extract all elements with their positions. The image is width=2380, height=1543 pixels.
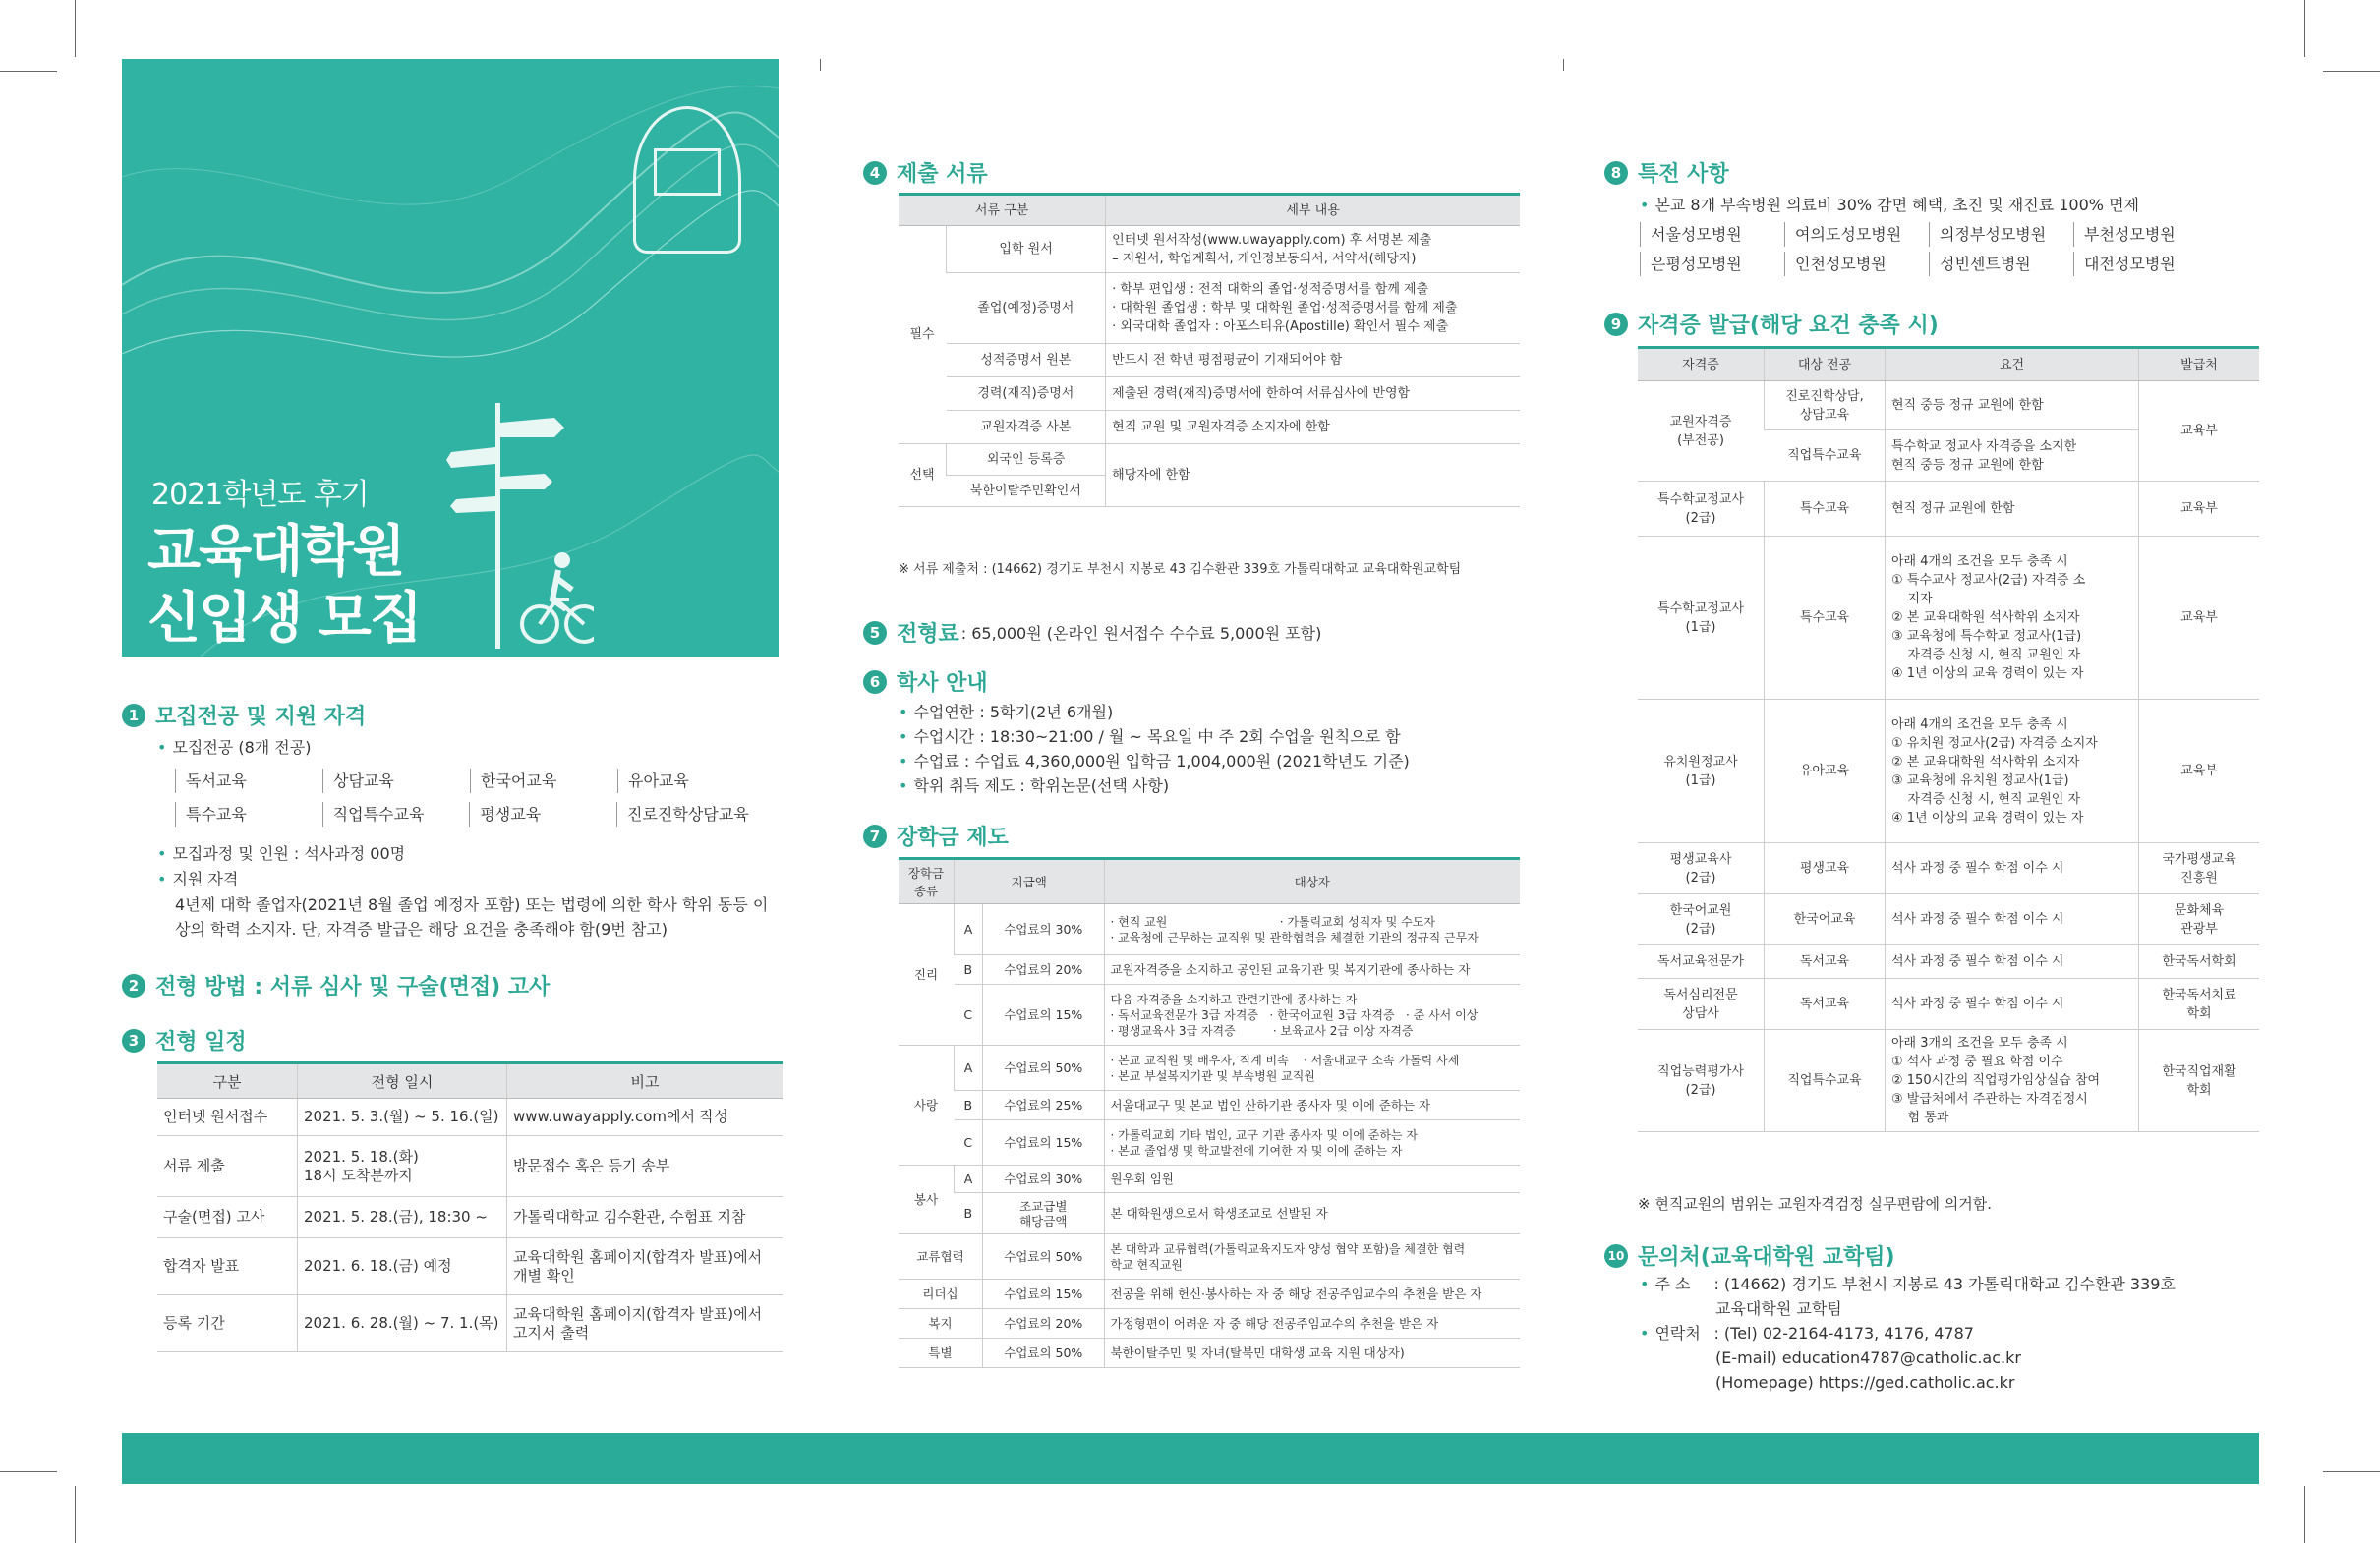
section-10-heading: 10 문의처(교육대학원 교학팀) [1604,1240,1895,1271]
documents-table [899,193,1520,507]
cell: 수업료의 50% [983,1046,1105,1091]
cell: 조교급별 해당금액 [983,1193,1105,1234]
cell: 수업료의 15% [983,985,1105,1046]
table-row [899,1280,1520,1309]
majors-grid [175,769,765,827]
crop-mark [2304,0,2305,57]
col-header: 발급처 [2139,348,2260,381]
cell: 봉사 [899,1166,955,1234]
cell: C [955,1120,983,1166]
cell: 2021. 5. 18.(화) 18시 도착분까지 [298,1136,507,1197]
col-header: 대상자 [1104,859,1520,904]
table-row [899,1193,1520,1234]
major-item: 독서교육 [175,769,303,793]
cell: 제출된 경력(재직)증명서에 한하여 서류심사에 반영함 [1106,377,1520,411]
cell: C [955,985,983,1046]
cell: 2021. 6. 28.(월) ~ 7. 1.(목) [298,1295,507,1352]
cell: 유치원정교사 (1급) [1638,700,1765,843]
cell: 반드시 전 학년 평점평균이 기재되어야 함 [1106,344,1520,377]
cell: 진리 [899,904,955,1046]
col-header: 자격증 [1638,348,1765,381]
cell: 합격자 발표 [157,1238,298,1295]
cell: 인터넷 원서작성(www.uwayapply.com) 후 서명본 제출 – 지원서, 학업계획서, 개인정보동의서, 서약서(해당자) [1106,226,1520,273]
table-row [899,226,1520,273]
col-header: 구분 [157,1063,298,1099]
cell: 교육대학원 홈페이지(합격자 발표)에서 개별 확인 [507,1238,784,1295]
major-item: 상담교육 [322,769,450,793]
cell: 외국인 등록증 [947,444,1106,476]
table-row [1638,945,2259,979]
cell: 수업료의 15% [983,1280,1105,1309]
cell: 직업능력평가사 (2급) [1638,1030,1765,1132]
seal-emblem [654,148,721,196]
crop-mark [2323,1471,2380,1472]
table-row [899,1120,1520,1166]
cover-title-line1: 교육대학원 [147,520,404,584]
cell: 석사 과정 중 필수 학점 이수 시 [1886,843,2139,894]
section-5-heading: 5 전형료 : 65,000원 (온라인 원서접수 수수료 5,000원 포함) [863,617,1321,648]
section-8-heading: 8 특전 사항 [1604,157,1729,188]
cover-title-line2: 신입생 모집 [147,587,421,651]
cell: 교류협력 [899,1234,983,1280]
cell: 한국독서치료 학회 [2139,979,2260,1030]
table-row [899,955,1520,985]
section-2-heading: 2 전형 방법 : 서류 심사 및 구술(면접) 고사 [122,970,550,1000]
cell: 진로진학상담, 상담교육 [1765,381,1886,430]
crop-mark [2304,1486,2305,1543]
cell: 원우회 임원 [1104,1166,1520,1193]
col-header: 비고 [507,1063,784,1099]
cell: 가톨릭대학교 김수환관, 수험표 지참 [507,1197,784,1238]
cell: 수업료의 20% [983,955,1105,985]
cell: 입학 원서 [947,226,1106,273]
hospital-item: 대전성모병원 [2073,252,2198,276]
table-row [899,377,1520,411]
address-line: • 주 소 : (14662) 경기도 부천시 지봉로 43 가톨릭대학교 김수환관 339호 [1640,1275,2176,1293]
majors-label: • 모집전공 (8개 전공) [157,738,312,757]
major-item: 직업특수교육 [322,802,450,827]
table-row [1638,843,2259,894]
cell: 수업료의 25% [983,1091,1105,1120]
contact-line: • 연락처 : (Tel) 02-2164-4173, 4176, 4787 [1640,1324,1974,1343]
cell: 독서교육전문가 [1638,945,1765,979]
major-item: 진로진학상담교육 [616,802,745,827]
cell: 한국직업재활 학회 [2139,1030,2260,1132]
table-row [899,444,1520,476]
table-row [899,1309,1520,1339]
cell: 석사 과정 중 필수 학점 이수 시 [1886,979,2139,1030]
col-header: 대상 전공 [1765,348,1886,381]
cell: 문화체육 관광부 [2139,894,2260,945]
table-row [157,1136,783,1197]
table-row [1638,1030,2259,1132]
cell: 수업료의 30% [983,1166,1105,1193]
signpost-cyclist-illustration [446,403,594,649]
fold-mark [1563,59,1564,71]
section-1-heading: 1 모집전공 및 지원 자격 [122,700,366,730]
cell: www.uwayapply.com에서 작성 [507,1099,784,1136]
cell: 국가평생교육 진흥원 [2139,843,2260,894]
cell: 교육부 [2139,482,2260,537]
qualification-label: • 지원 자격 [157,870,239,888]
cell: 서류 제출 [157,1136,298,1197]
cell: 다음 자격증을 소지하고 관련기관에 종사하는 자 · 독서교육전문가 3급 자격증 · 한국어교원 3급 자격증 · 준 사서 이상 · 평생교육사 3급 자격증 · 보육교사 2급 이상 자격증 [1104,985,1520,1046]
cell: 인터넷 원서접수 [157,1099,298,1136]
list-item: • 수업시간 : 18:30~21:00 / 월 ~ 목요일 中 주 2회 수업을 원칙으로 함 [899,727,1401,746]
table-row [899,1234,1520,1280]
certificate-note: ※ 현직교원의 범위는 교원자격검정 실무편람에 의거함. [1638,1195,1992,1213]
table-row [157,1197,783,1238]
hospital-grid [1640,222,2249,276]
major-item: 유아교육 [617,769,745,793]
cell: 교원자격증 (부전공) [1638,381,1765,482]
cell: 석사 과정 중 필수 학점 이수 시 [1886,894,2139,945]
qualification-text-1: 4년제 대학 졸업자(2021년 8월 졸업 예정자 포함) 또는 법령에 의한 학사 학위 동등 이 [175,895,769,914]
certificate-table [1638,346,2259,1132]
cell: 교육부 [2139,537,2260,700]
cell: 리더십 [899,1280,983,1309]
list-item: • 학위 취득 제도 : 학위논문(선택 사항) [899,776,1170,795]
section-9-heading: 9 자격증 발급(해당 요건 충족 시) [1604,309,1939,339]
cell: 교육대학원 홈페이지(합격자 발표)에서 고지서 출력 [507,1295,784,1352]
table-row [899,985,1520,1046]
cell: 해당자에 한함 [1106,444,1520,507]
section-4-heading: 4 제출 서류 [863,157,988,188]
cell: 졸업(예정)증명서 [947,273,1106,344]
table-row [899,273,1520,344]
cell: · 현직 교원 · 가톨릭교회 성직자 및 수도자 · 교육청에 근무하는 교직원 및 관학협력을 체결한 기관의 정규직 근무자 [1104,904,1520,955]
email-line: (E-mail) education4787@catholic.ac.kr [1715,1348,2021,1367]
cell: 사랑 [899,1046,955,1166]
cell: 한국어교원 (2급) [1638,894,1765,945]
section-6-heading: 6 학사 안내 [863,666,988,697]
cell: 교육부 [2139,700,2260,843]
homepage-line: (Homepage) https://ged.catholic.ac.kr [1715,1373,2015,1392]
cell: A [955,904,983,955]
table-row [899,1339,1520,1368]
fee-value: : 65,000원 (온라인 원서접수 수수료 5,000원 포함) [960,624,1322,643]
cell: 특별 [899,1339,983,1368]
major-item: 한국어교육 [470,769,598,793]
table-row [899,1166,1520,1193]
hospital-item: 의정부성모병원 [1929,222,2054,247]
submission-address-note: ※ 서류 제출처 : (14662) 경기도 부천시 지봉로 43 김수환관 339호 가톨릭대학교 교육대학원교학팀 [899,562,1462,577]
cell: 수업료의 50% [983,1234,1105,1280]
hospital-item: 서울성모병원 [1640,222,1765,247]
col-header: 요건 [1886,348,2139,381]
table-row [899,1091,1520,1120]
table-row [157,1295,783,1352]
cell: 교원자격증 사본 [947,411,1106,444]
crop-mark [0,71,57,72]
col-header: 지급액 [955,859,1105,904]
section-3-heading: 3 전형 일정 [122,1025,247,1056]
cell: 한국독서학회 [2139,945,2260,979]
hospital-item: 여의도성모병원 [1784,222,1909,247]
cell: 특수교육 [1765,537,1886,700]
cell: 독서교육 [1765,945,1886,979]
cell: 독서심리전문 상담사 [1638,979,1765,1030]
table-row [157,1099,783,1136]
table-row [1638,537,2259,700]
hospital-item: 은평성모병원 [1640,252,1765,276]
hospital-item: 인천성모병원 [1784,252,1909,276]
cell: 필수 [899,226,947,444]
crop-mark [2323,71,2380,72]
cover-panel [122,59,779,657]
hospital-item: 부천성모병원 [2073,222,2198,247]
cell: 전공을 위해 헌신·봉사하는 자 중 해당 전공주임교수의 추천을 받은 자 [1104,1280,1520,1309]
footer-band [122,1433,2259,1484]
cell: 평생교육사 (2급) [1638,843,1765,894]
hospital-item: 성빈센트병원 [1929,252,2054,276]
cell: 교육부 [2139,381,2260,482]
cell: 경력(재직)증명서 [947,377,1106,411]
table-row [899,344,1520,377]
col-header: 서류 구분 [899,195,1106,226]
cell: 2021. 5. 28.(금), 18:30 ~ [298,1197,507,1238]
cell: 특수교육 [1765,482,1886,537]
cell: 아래 3개의 조건을 모두 충족 시 ① 석사 과정 중 필요 학점 이수 ② 150시간의 직업평가임상실습 참여 ③ 발급처에서 주관하는 자격검정시 험 통과 [1886,1030,2139,1132]
qualification-text-2: 상의 학력 소지자. 단, 자격증 발급은 해당 요건을 충족해야 함(9번 참고) [175,920,668,939]
list-item: • 수업료 : 수업료 4,360,000원 입학금 1,004,000원 (2021학년도 기준) [899,752,1410,771]
cell: · 본교 교직원 및 배우자, 직계 비속 · 서울대교구 소속 가톨릭 사제 · 본교 부설복지기관 및 부속병원 교직원 [1104,1046,1520,1091]
cell: 수업료의 50% [983,1339,1105,1368]
table-row [1638,979,2259,1030]
table-row [1638,482,2259,537]
cell: 복지 [899,1309,983,1339]
cell: 등록 기간 [157,1295,298,1352]
cell: 현직 중등 정규 교원에 한함 [1886,381,2139,430]
cell: 석사 과정 중 필수 학점 이수 시 [1886,945,2139,979]
cell: 수업료의 20% [983,1309,1105,1339]
major-item: 특수교육 [175,802,303,827]
cell: 2021. 6. 18.(금) 예정 [298,1238,507,1295]
cell: 교원자격증을 소지하고 공인된 교육기관 및 복지기관에 종사하는 자 [1104,955,1520,985]
address-line-2: 교육대학원 교학팀 [1715,1299,1842,1318]
cell: 특수학교 정교사 자격증을 소지한 현직 중등 정규 교원에 한함 [1886,430,2139,482]
cell: 본 대학과 교류협력(가톨릭교육지도자 양성 협약 포함)을 체결한 협력 학교 현직교원 [1104,1234,1520,1280]
cover-title [147,519,421,653]
cell: B [955,955,983,985]
scholarship-table [899,857,1520,1368]
cell: · 학부 편입생 : 전적 대학의 졸업·성적증명서를 함께 제출 · 대학원 졸업생 : 학부 및 대학원 졸업·성적증명서를 함께 제출 · 외국대학 졸업자 : 아포스티유(Apostille) 확인서 필수 제출 [1106,273,1520,344]
cell: 구술(면접) 고사 [157,1197,298,1238]
table-row [1638,894,2259,945]
major-item: 평생교육 [469,802,597,827]
cell: 유아교육 [1765,700,1886,843]
table-row [899,904,1520,955]
cell: 가정형편이 어려운 자 중 해당 전공주임교수의 추천을 받은 자 [1104,1309,1520,1339]
table-row [899,411,1520,444]
cover-subtitle: 2021학년도 후기 [151,478,369,512]
cell: 방문접수 혹은 등기 송부 [507,1136,784,1197]
table-row [1638,700,2259,843]
cell: A [955,1166,983,1193]
cell: · 가톨릭교회 기타 법인, 교구 기관 종사자 및 이에 준하는 자 · 본교 졸업생 및 학교발전에 기여한 자 및 이에 준하는 자 [1104,1120,1520,1166]
cell: 수업료의 15% [983,1120,1105,1166]
cell: B [955,1091,983,1120]
academic-list [899,700,1410,798]
university-seal-logo [633,106,741,254]
cell: 직업특수교육 [1765,430,1886,482]
crop-mark [75,1486,76,1543]
table-row [1638,381,2259,430]
cell: A [955,1046,983,1091]
cell: 북한이탈주민확인서 [947,476,1106,507]
cell: 직업특수교육 [1765,1030,1886,1132]
cell: 수업료의 30% [983,904,1105,955]
col-header: 장학금종류 [899,859,955,904]
section-7-heading: 7 장학금 제도 [863,821,1009,851]
cell: B [955,1193,983,1234]
cell: 북한이탈주민 및 자녀(탈북민 대학생 교육 지원 대상자) [1104,1339,1520,1368]
schedule-table [157,1061,783,1352]
cell: 현직 정규 교원에 한함 [1886,482,2139,537]
cell: 서울대교구 및 본교 법인 산하기관 종사자 및 이에 준하는 자 [1104,1091,1520,1120]
cell: 평생교육 [1765,843,1886,894]
course-info: • 모집과정 및 인원 : 석사과정 00명 [157,844,406,863]
cell: 2021. 5. 3.(월) ~ 5. 16.(일) [298,1099,507,1136]
cell: 독서교육 [1765,979,1886,1030]
table-row [899,1046,1520,1091]
cell: 본 대학원생으로서 학생조교로 선발된 자 [1104,1193,1520,1234]
cell: 선택 [899,444,947,507]
cell: 아래 4개의 조건을 모두 충족 시 ① 특수교사 정교사(2급) 자격증 소 지자 ② 본 교육대학원 석사학위 소지자 ③ 교육청에 특수학교 정교사(1급) 자격증 신청 시, 현직 교원인 자 ④ 1년 이상의 교육 경력이 있는 자 [1886,537,2139,700]
cell: 특수학교정교사 (1급) [1638,537,1765,700]
cell: 특수학교정교사 (2급) [1638,482,1765,537]
cell: 현직 교원 및 교원자격증 소지자에 한함 [1106,411,1520,444]
list-item: • 수업연한 : 5학기(2년 6개월) [899,703,1114,721]
col-header: 전형 일시 [298,1063,507,1099]
contact-block [1640,1272,2176,1395]
crop-mark [0,1471,57,1472]
table-row [157,1238,783,1295]
benefit-line: • 본교 8개 부속병원 의료비 30% 감면 혜택, 초진 및 재진료 100% 면제 [1640,196,2139,214]
cell: 한국어교육 [1765,894,1886,945]
cell: 아래 4개의 조건을 모두 충족 시 ① 유치원 정교사(2급) 자격증 소지자 ② 본 교육대학원 석사학위 소지자 ③ 교육청에 유치원 정교사(1급) 자격증 신청 시, 현직 교원인 자 ④ 1년 이상의 교육 경력이 있는 자 [1886,700,2139,843]
cell: 성적증명서 원본 [947,344,1106,377]
col-header: 세부 내용 [1106,195,1520,226]
fold-mark [820,59,821,71]
crop-mark [75,0,76,57]
